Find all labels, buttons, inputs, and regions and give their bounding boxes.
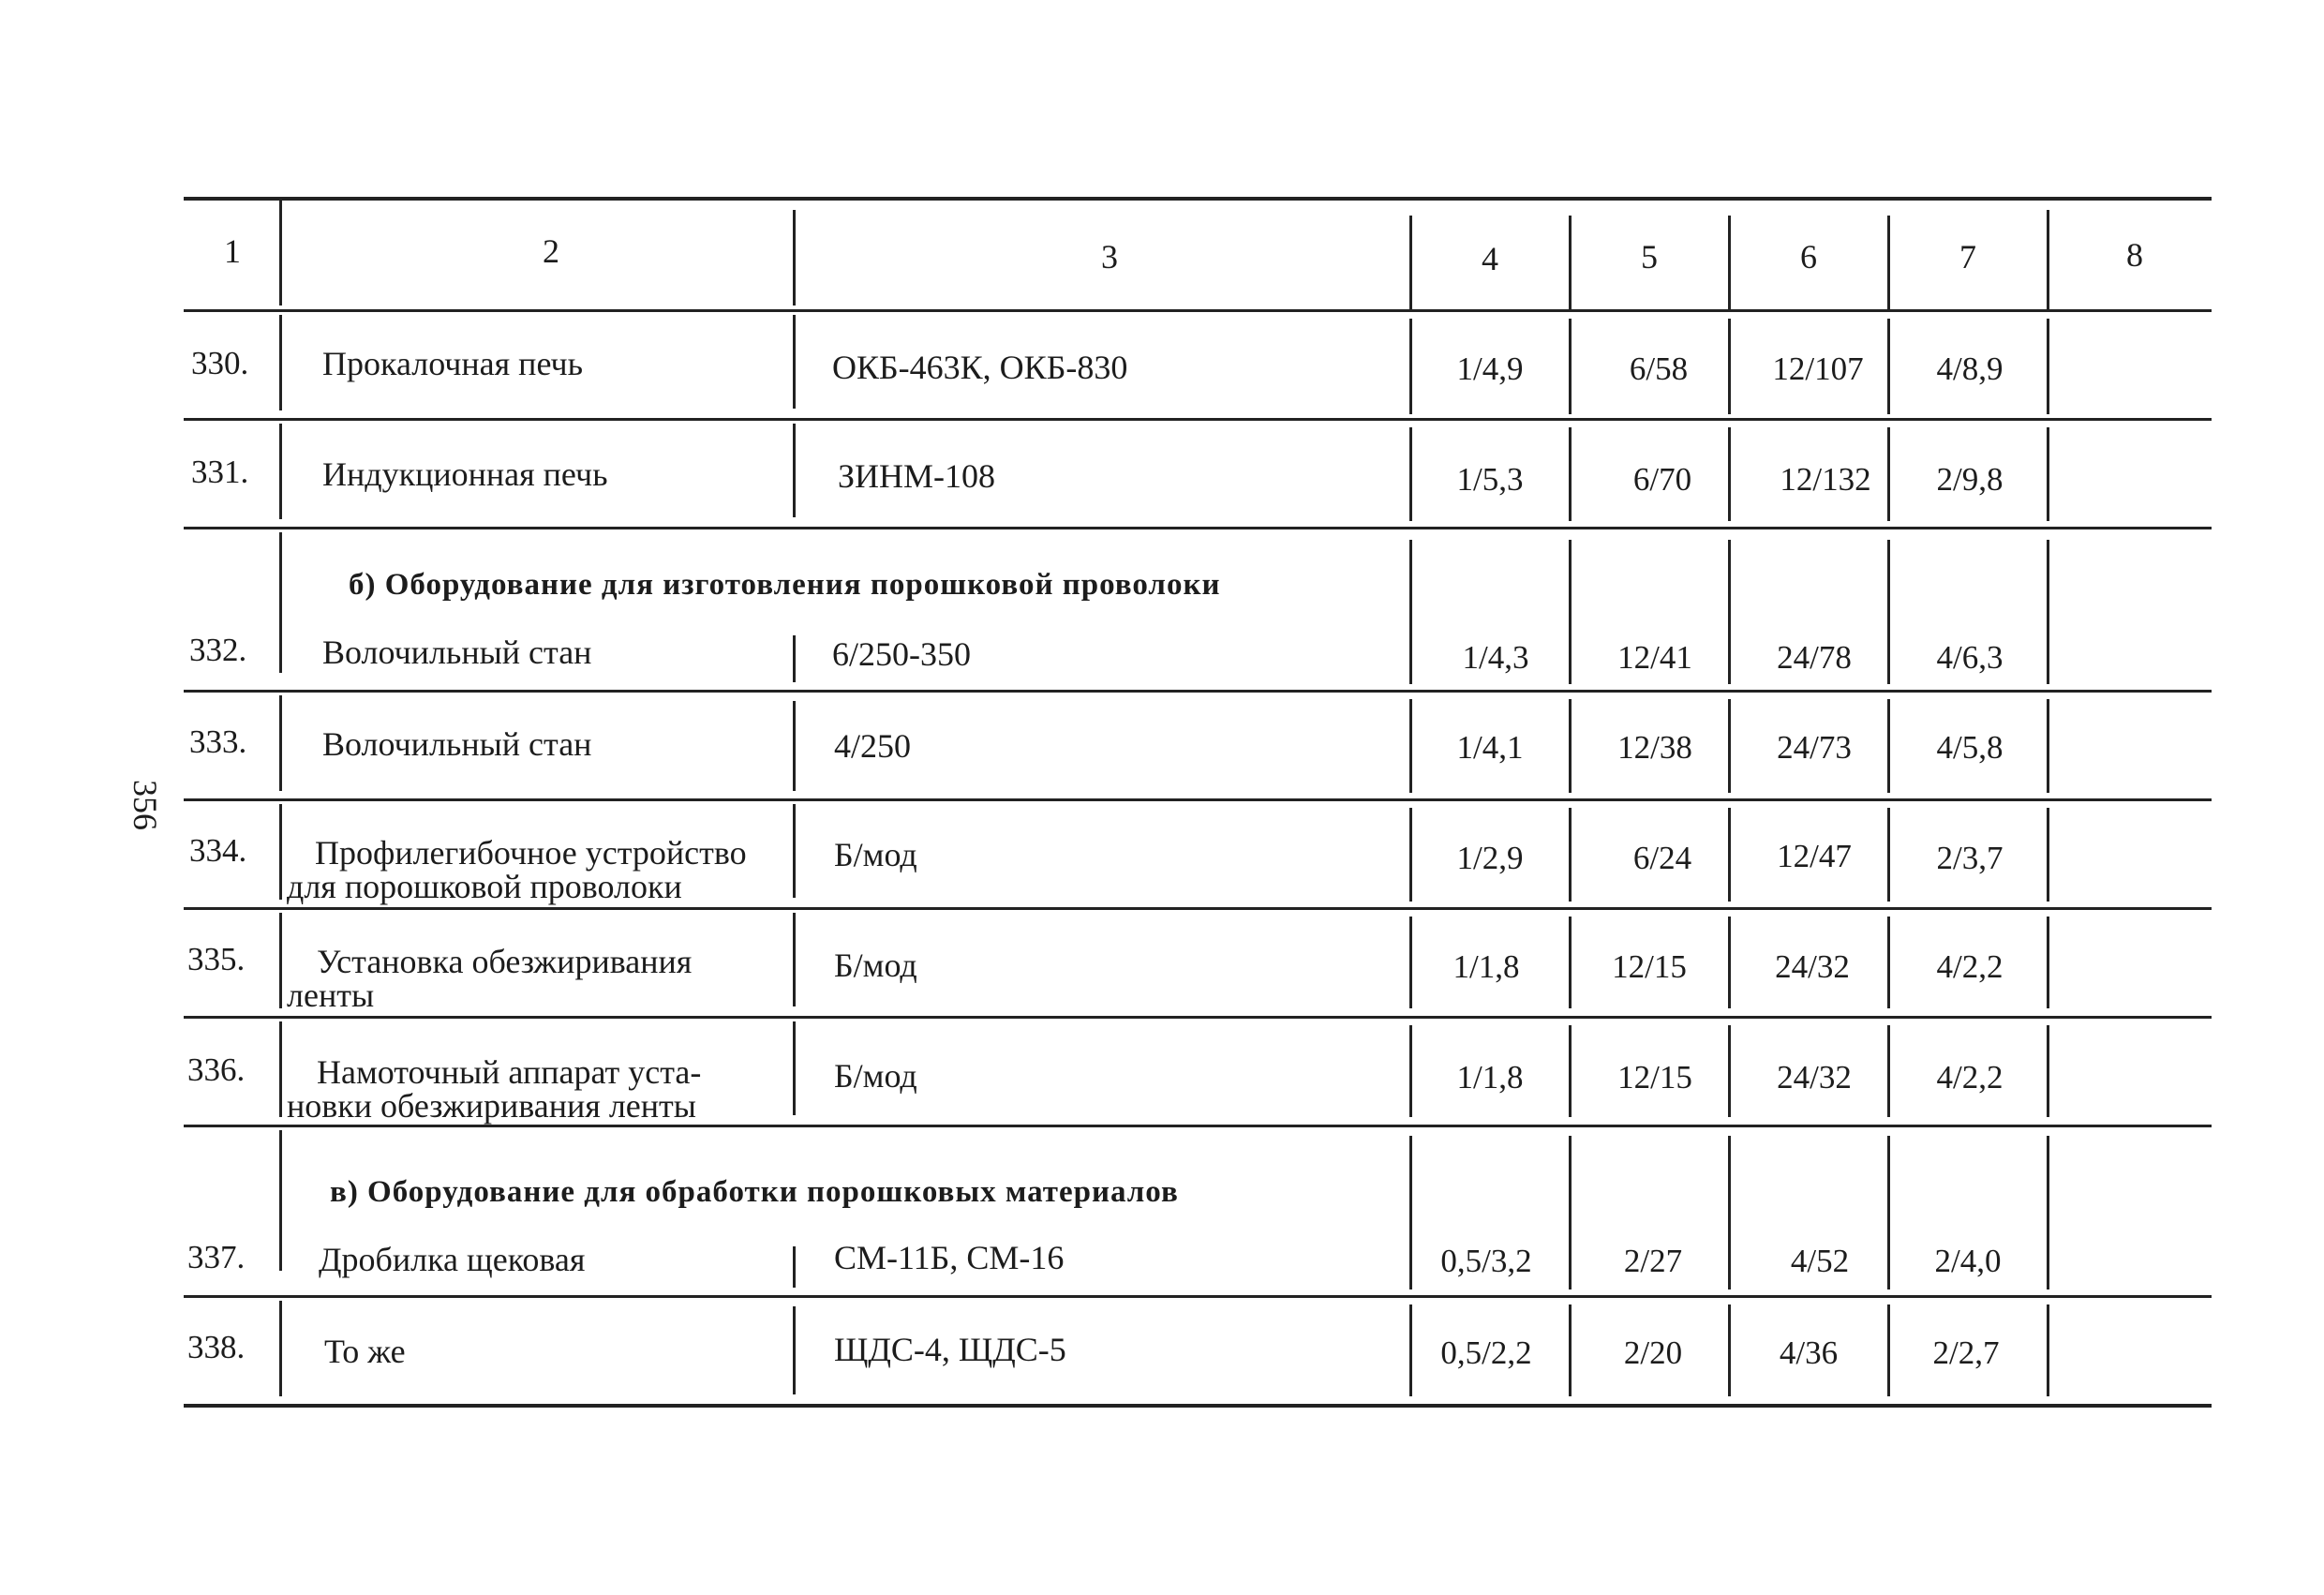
column-rule bbox=[279, 804, 282, 900]
row-rule bbox=[184, 418, 2212, 421]
row-number: 333. bbox=[189, 723, 247, 760]
header-col-3: 3 bbox=[1101, 238, 1118, 276]
equipment-name-line1: Профилегибочное устройство bbox=[315, 834, 747, 872]
equipment-name: Дробилка щековая bbox=[319, 1241, 586, 1278]
column-rule bbox=[279, 315, 282, 410]
header-col-8: 8 bbox=[2126, 236, 2143, 274]
header-col-4: 4 bbox=[1482, 240, 1498, 277]
column-rule bbox=[1728, 216, 1731, 309]
cell-col-4: 1/1,8 bbox=[1456, 1059, 1524, 1096]
equipment-name-line1: Намоточный аппарат уста- bbox=[317, 1053, 702, 1091]
table-bottom-rule bbox=[184, 1404, 2212, 1408]
section-heading: в) Оборудование для обработки порошковых материалов bbox=[330, 1175, 1179, 1209]
cell-col-5: 6/58 bbox=[1629, 350, 1689, 387]
column-rule bbox=[2047, 808, 2049, 902]
column-rule bbox=[1728, 1136, 1731, 1289]
row-number: 337. bbox=[187, 1239, 246, 1275]
column-rule bbox=[279, 201, 282, 306]
cell-col-4: 1/2,9 bbox=[1456, 840, 1524, 876]
column-rule bbox=[279, 424, 282, 519]
column-rule bbox=[2047, 917, 2049, 1008]
column-rule bbox=[2047, 1136, 2049, 1289]
row-rule bbox=[184, 1125, 2212, 1127]
cell-col-5: 6/70 bbox=[1632, 461, 1692, 498]
row-number: 332. bbox=[189, 632, 247, 668]
column-rule bbox=[1409, 808, 1412, 902]
column-rule bbox=[793, 1306, 796, 1394]
column-rule bbox=[1887, 917, 1890, 1008]
equipment-name: Волочильный стан bbox=[322, 634, 592, 671]
column-rule bbox=[1569, 427, 1572, 521]
equipment-name: Индукционная печь bbox=[322, 455, 608, 493]
column-rule bbox=[793, 635, 796, 682]
cell-col-5: 2/20 bbox=[1623, 1334, 1683, 1371]
cell-col-6: 24/32 bbox=[1775, 948, 1850, 985]
column-rule bbox=[1569, 1025, 1572, 1117]
header-col-7: 7 bbox=[1959, 238, 1976, 276]
cell-col-4: 1/5,3 bbox=[1456, 461, 1524, 498]
row-number: 331. bbox=[191, 454, 249, 490]
column-rule bbox=[1409, 540, 1412, 684]
column-rule bbox=[793, 1246, 796, 1288]
equipment-name-line2: ленты bbox=[287, 976, 375, 1014]
equipment-name: То же bbox=[324, 1333, 406, 1370]
column-rule bbox=[1569, 808, 1572, 902]
header-col-1: 1 bbox=[224, 232, 241, 270]
cell-col-5: 6/24 bbox=[1632, 840, 1692, 876]
column-rule bbox=[2047, 319, 2049, 414]
column-rule bbox=[1409, 1025, 1412, 1117]
column-rule bbox=[1409, 699, 1412, 793]
table-top-rule bbox=[184, 197, 2212, 201]
column-rule bbox=[279, 1130, 282, 1271]
equipment-model: ЩДС-4, ЩДС-5 bbox=[834, 1331, 1066, 1368]
column-rule bbox=[279, 913, 282, 1008]
cell-col-4: 1/4,1 bbox=[1456, 729, 1524, 766]
cell-col-4: 1/1,8 bbox=[1452, 948, 1520, 985]
header-col-2: 2 bbox=[543, 232, 559, 270]
row-rule bbox=[184, 527, 2212, 529]
column-rule bbox=[1887, 216, 1890, 309]
column-rule bbox=[793, 804, 796, 898]
column-rule bbox=[1887, 1304, 1890, 1396]
column-rule bbox=[2047, 1304, 2049, 1396]
cell-col-4: 0,5/2,2 bbox=[1440, 1334, 1532, 1371]
row-rule bbox=[184, 1295, 2212, 1298]
column-rule bbox=[793, 315, 796, 409]
equipment-model: ОКБ-463К, ОКБ-830 bbox=[832, 349, 1128, 386]
cell-col-6: 24/73 bbox=[1777, 729, 1852, 766]
equipment-name-line2: для порошковой проволоки bbox=[287, 868, 682, 905]
column-rule bbox=[1569, 216, 1572, 309]
column-rule bbox=[279, 1301, 282, 1396]
header-col-5: 5 bbox=[1641, 238, 1658, 276]
column-rule bbox=[1569, 1136, 1572, 1289]
column-rule bbox=[793, 913, 796, 1006]
cell-col-7: 4/6,3 bbox=[1936, 639, 2004, 676]
row-number: 330. bbox=[191, 345, 249, 381]
cell-col-5: 12/15 bbox=[1617, 1059, 1692, 1096]
column-rule bbox=[279, 1021, 282, 1117]
equipment-model: СМ-11Б, СМ-16 bbox=[834, 1239, 1065, 1276]
cell-col-6: 12/47 bbox=[1777, 838, 1852, 874]
cell-col-7: 2/9,8 bbox=[1936, 461, 2004, 498]
column-rule bbox=[1569, 1304, 1572, 1396]
cell-col-7: 4/2,2 bbox=[1936, 1059, 2004, 1096]
equipment-model: ЗИНМ-108 bbox=[838, 457, 996, 495]
cell-col-4: 1/4,9 bbox=[1456, 350, 1524, 387]
equipment-model: Б/мод bbox=[834, 1057, 917, 1095]
cell-col-7: 4/8,9 bbox=[1936, 350, 2004, 387]
row-number: 338. bbox=[187, 1329, 246, 1365]
equipment-model: Б/мод bbox=[834, 947, 917, 984]
row-number: 335. bbox=[187, 941, 246, 977]
equipment-model: Б/мод bbox=[834, 836, 917, 873]
column-rule bbox=[2047, 540, 2049, 684]
row-number: 334. bbox=[189, 832, 247, 869]
column-rule bbox=[1728, 917, 1731, 1008]
cell-col-7: 2/2,7 bbox=[1932, 1334, 2000, 1371]
row-number: 336. bbox=[187, 1051, 246, 1088]
equipment-name: Прокалочная печь bbox=[322, 345, 584, 382]
equipment-model: 6/250-350 bbox=[832, 635, 971, 673]
column-rule bbox=[1728, 1304, 1731, 1396]
equipment-name-line2: новки обезжиривания ленты bbox=[287, 1087, 696, 1125]
cell-col-5: 12/41 bbox=[1617, 639, 1692, 676]
equipment-name-line1: Установка обезжиривания bbox=[317, 943, 693, 980]
cell-col-5: 12/38 bbox=[1617, 729, 1692, 766]
row-rule bbox=[184, 798, 2212, 801]
cell-col-5: 2/27 bbox=[1623, 1243, 1683, 1279]
column-rule bbox=[793, 1021, 796, 1115]
column-rule bbox=[1409, 427, 1412, 521]
row-rule bbox=[184, 690, 2212, 693]
cell-col-6: 4/52 bbox=[1790, 1243, 1850, 1279]
column-rule bbox=[2047, 210, 2049, 309]
column-rule bbox=[1409, 319, 1412, 414]
cell-col-6: 12/132 bbox=[1780, 461, 1871, 498]
cell-col-7: 4/2,2 bbox=[1936, 948, 2004, 985]
cell-col-7: 4/5,8 bbox=[1936, 729, 2004, 766]
section-heading: б) Оборудование для изготовления порошковой проволоки bbox=[349, 568, 1221, 602]
equipment-model: 4/250 bbox=[834, 727, 912, 765]
column-rule bbox=[793, 210, 796, 306]
column-rule bbox=[1569, 917, 1572, 1008]
column-rule bbox=[1409, 216, 1412, 309]
row-rule bbox=[184, 1016, 2212, 1019]
equipment-name: Волочильный стан bbox=[322, 725, 592, 763]
cell-col-7: 2/4,0 bbox=[1934, 1243, 2002, 1279]
column-rule bbox=[1569, 319, 1572, 414]
column-rule bbox=[2047, 699, 2049, 793]
cell-col-6: 24/32 bbox=[1777, 1059, 1852, 1096]
header-bottom-rule bbox=[184, 309, 2212, 312]
column-rule bbox=[279, 695, 282, 791]
column-rule bbox=[1569, 699, 1572, 793]
cell-col-4: 1/4,3 bbox=[1462, 639, 1529, 676]
row-rule bbox=[184, 907, 2212, 910]
column-rule bbox=[2047, 427, 2049, 521]
cell-col-4: 0,5/3,2 bbox=[1440, 1243, 1532, 1279]
header-col-6: 6 bbox=[1800, 238, 1817, 276]
cell-col-5: 12/15 bbox=[1612, 948, 1687, 985]
cell-col-6: 4/36 bbox=[1779, 1334, 1839, 1371]
cell-col-6: 24/78 bbox=[1777, 639, 1852, 676]
column-rule bbox=[279, 532, 282, 673]
page-number: 356 bbox=[127, 780, 164, 830]
cell-col-7: 2/3,7 bbox=[1936, 840, 2004, 876]
column-rule bbox=[2047, 1025, 2049, 1117]
column-rule bbox=[793, 701, 796, 791]
column-rule bbox=[793, 424, 796, 517]
cell-col-6: 12/107 bbox=[1772, 350, 1864, 387]
